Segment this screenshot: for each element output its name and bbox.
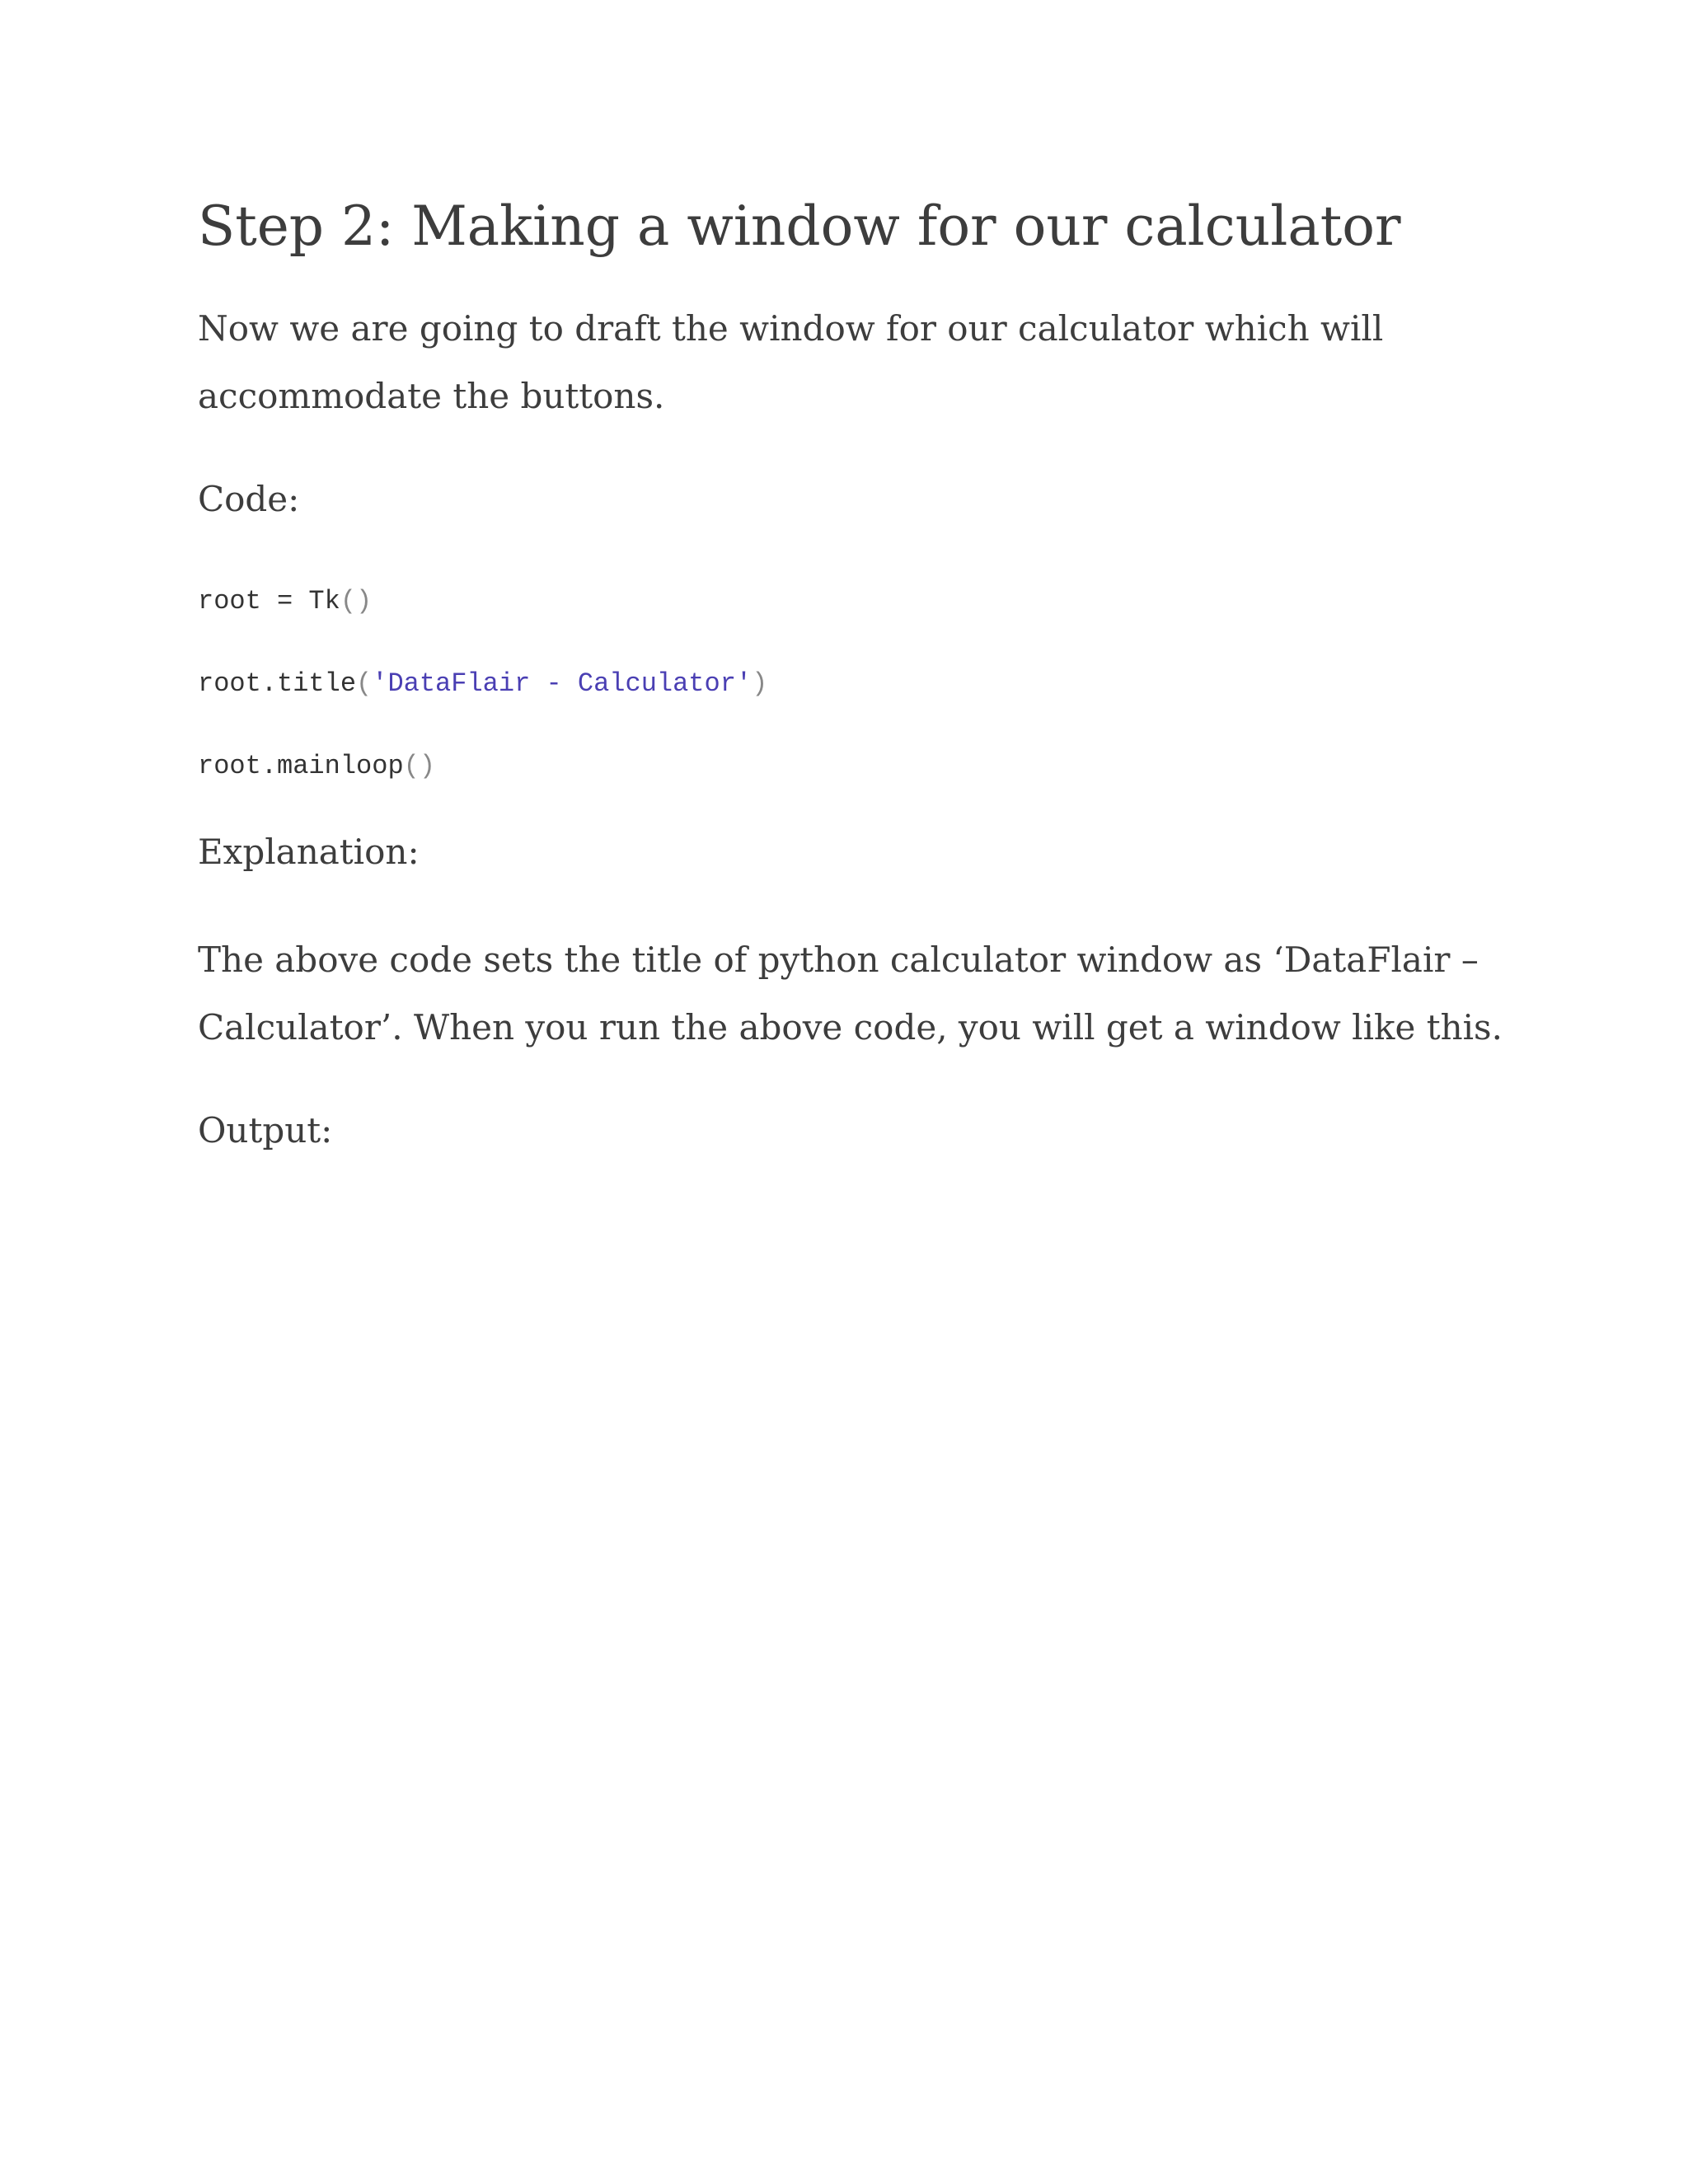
explanation-line-1: The above code sets the title of python calculator window as ‘DataFlair –	[198, 940, 1479, 980]
output-label: Output:	[198, 1110, 333, 1151]
code-label: Code:	[198, 479, 300, 519]
step-heading: Step 2: Making a window for our calculator	[198, 194, 1401, 258]
code-line-1	[198, 585, 372, 618]
code-line-3	[198, 750, 435, 783]
explanation-paragraph	[198, 926, 1503, 1062]
intro-paragraph	[198, 295, 1484, 430]
code-token: root.mainloop	[198, 751, 404, 781]
code-line-2	[198, 668, 767, 701]
code-token: ()	[403, 751, 436, 781]
code-string: 'DataFlair - Calculator'	[372, 668, 753, 699]
code-token: (	[356, 668, 373, 699]
code-token: root = Tk	[198, 586, 340, 616]
explanation-label: Explanation:	[198, 832, 420, 872]
explanation-line-2: Calculator’. When you run the above code, you will get a window like this.	[198, 1007, 1503, 1047]
code-token: ()	[340, 586, 373, 616]
code-token: root.title	[198, 668, 357, 699]
intro-line-2: accommodate the buttons.	[198, 376, 665, 416]
intro-line-1: Now we are going to draft the window for our calculator which will	[198, 308, 1384, 349]
code-token: )	[752, 668, 768, 699]
